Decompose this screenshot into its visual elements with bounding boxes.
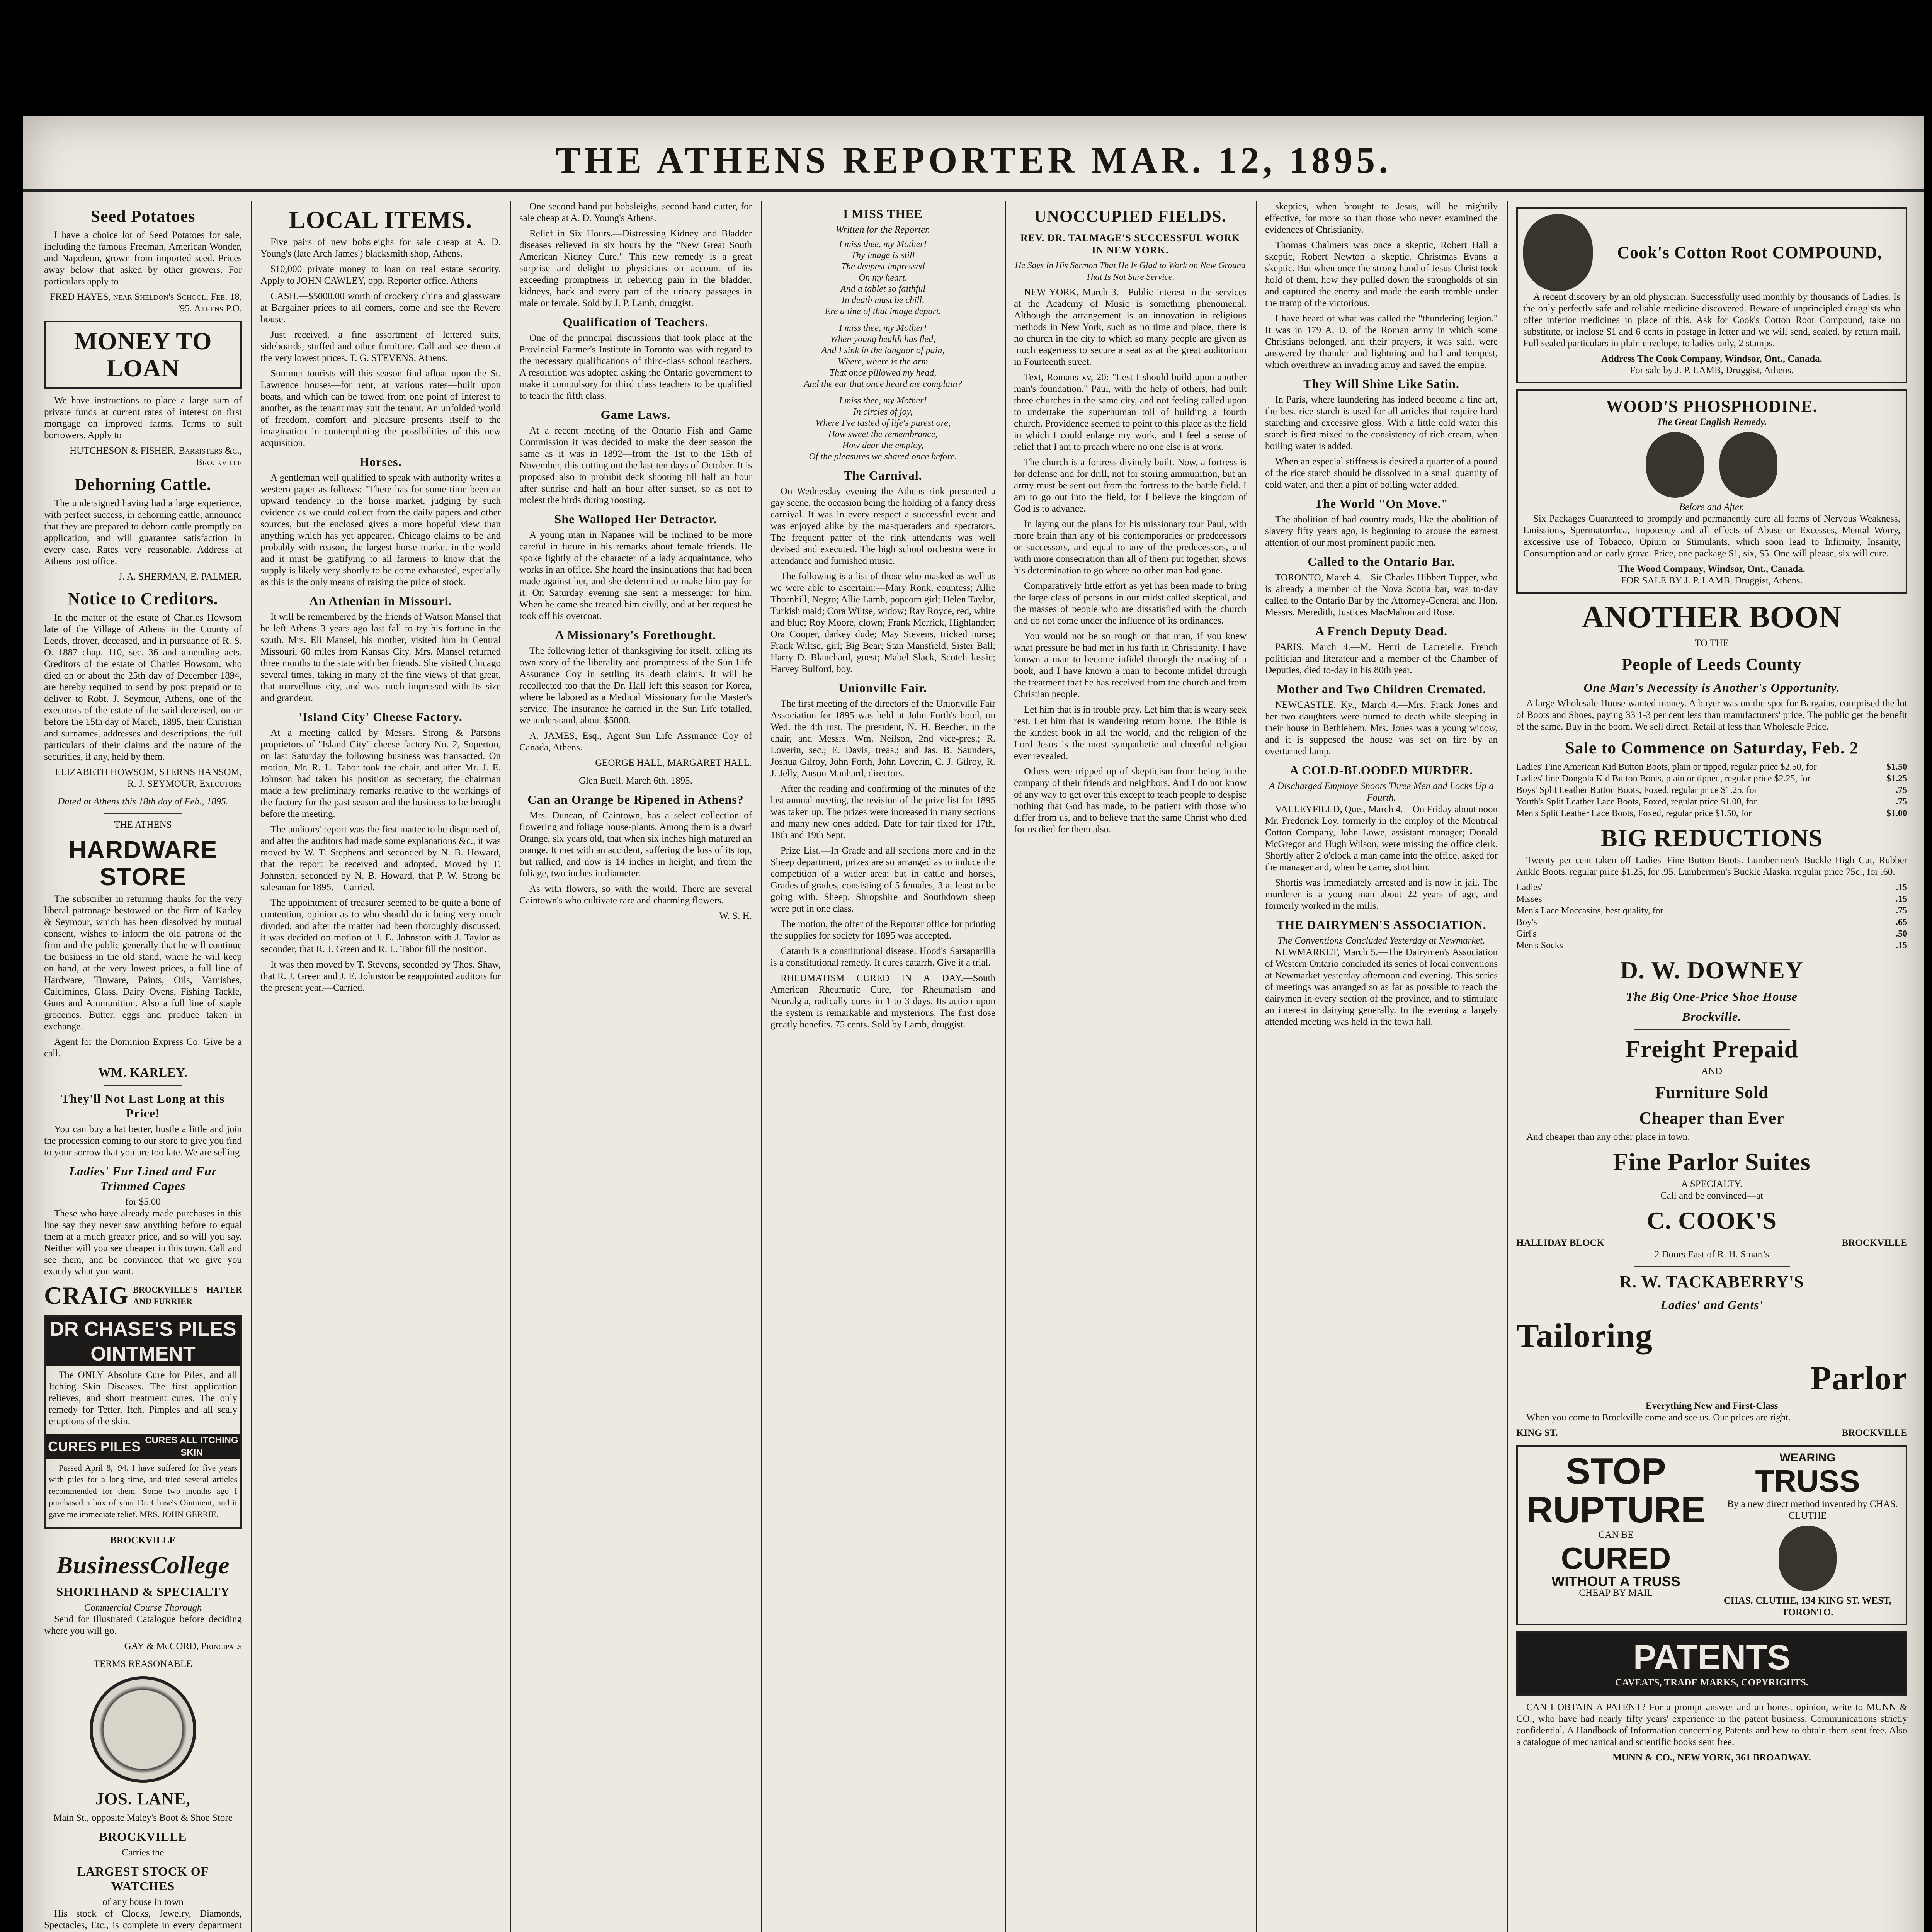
before-after-illustration (1523, 432, 1900, 498)
hardware-pre: THE ATHENS (114, 820, 172, 830)
detractor-body: A young man in Napanee will be inclined to be more careful in future in his remarks about female friends. He spoke lightly of the character of a lady acquaintance, who works in an office. She heard the insinuations that had been made against her, and she determined to make him pay for it. On Saturday evening she sent a messenger for him. When he came she treated him civilly, and at her request he took off his overcoat. (519, 530, 752, 621)
reduction-item: Ladies' (1516, 883, 1543, 893)
parlor-call: Call and be convinced—at (1660, 1190, 1763, 1201)
cheese-body: It was then moved by T. Stevens, seconded by Thos. Shaw, that R. J. Green and J. E. Johnston be reappointed auditors for the present year.—Carried. (260, 959, 501, 993)
poem-stanza: I miss thee, my Mother! Thy image is still The deepest impressed On my heart. And a tablet so faithful In death must be chill, Ere a line of that image depart. (825, 239, 941, 316)
orange-body: Mrs. Duncan, of Caintown, has a select collection of flowering and foliage house-plants. Among them is a dwarf Orange, six years old, that when six inches high matured an orange. It met with an accident, suffering the loss of its top, but rallied, and now is 14 inches in height, and from the foliage, two inches in diameter. (519, 810, 752, 879)
wood-subheading: The Great English Remedy. (1656, 417, 1767, 427)
column-5 (1009, 201, 1252, 1932)
tackaberry-location (1516, 1427, 1907, 1439)
sermon-body: NEW YORK, March 3.—Public interest in the services at the Academy of Music is something phenomenal. Although the arrangement is an innovation in religious methods in New York, such as no time and place, there is no church in the city to which so many people are given as much eagerness to secure a seat as at the great auditorium in Fourteenth street. (1014, 287, 1247, 367)
dehorn-signature: J. A. SHERMAN, E. PALMER. (118, 571, 242, 582)
column-3 (514, 201, 757, 1932)
truss-address: CHAS. CLUTHE, 134 KING ST. WEST, TORONTO. (1723, 1595, 1892, 1617)
cook-store-location (1516, 1237, 1907, 1249)
sermon-body: Comparatively little effort as yet has been made to bring the large class of persons in our midst called skeptical, and the masses of people who are dissatisfied with the church and do not come under the influence of its ordinances. (1014, 581, 1247, 626)
deputy-heading: A French Deputy Dead. (1315, 624, 1448, 638)
truss-cured: CURED (1561, 1541, 1671, 1575)
reduction-price: .65 (1896, 917, 1907, 927)
freight-body: And cheaper than any other place in town. (1526, 1132, 1690, 1142)
patents-heading: PATENTS (1633, 1638, 1791, 1677)
freight-cheaper: Cheaper than Ever (1639, 1109, 1784, 1128)
truss-word: TRUSS (1755, 1464, 1860, 1498)
furs-price: for $5.00 (125, 1197, 161, 1207)
boon-motto: One Man's Necessity is Another's Opportunity. (1583, 680, 1840, 694)
downey-name: D. W. DOWNEY (1620, 956, 1804, 984)
money-ad (44, 321, 242, 389)
freight-and: AND (1701, 1066, 1723, 1077)
missouri-body: It will be remembered by the friends of Watson Mansel that he left Athens 3 years ago last fall to try his fortune in the south. Mrs. Eli Mansel, his mother, visited him in Central Missouri, 60 miles from Kansas City. Mrs. Mansel returned three months to the state with her friends. She visited Chicago several times, taking in many of the fine views of that great, that marvellous city, and was much impressed with its size and grandeur. (260, 612, 501, 703)
man-portrait-icon (1719, 432, 1777, 498)
column-rule (1507, 201, 1508, 1932)
boon-heading: ANOTHER BOON (1582, 600, 1842, 634)
sermon-continued: Thomas Chalmers was once a skeptic, Robert Hall a skeptic, Robert Newton a skeptic, Christmas Evans a skeptic. But when once the strong hand of Jesus Christ took hold of them, how they pulled down the strongholds of sin and captured the enemy and made the earth tremble under the tramp of the victorious. (1265, 240, 1498, 308)
unionville-body: Prize List.—In Grade and all sections more and in the Sheep department, prizes are so arranged as to induce the competition of a wider area; but in cattle and horses, Grades of grades, consisting of 5 females, 3 at least to be going with. Sheep, Shropshire and Southdown sheep were put in one class. (770, 845, 995, 914)
seed-body: I have a choice lot of Seed Potatoes for sale, including the famous Freeman, American Wonder, and Napoleon, grown from imported seed. Prices away below that asked by other growers. For particulars apply to (44, 230, 242, 287)
parlor-word: Parlor (1810, 1360, 1907, 1397)
cremated-body: NEWCASTLE, Ky., March 4.—Mrs. Frank Jones and her two daughters were burned to death while sleeping in their house in Bethlehem. Mrs. Jones was a young widow, and it is supposed the house was set on fire by an overturned lamp. (1265, 700, 1498, 757)
man-portrait-icon (1779, 1526, 1837, 1591)
cook-body: A recent discovery by an old physician. Successfully used monthly by thousands of Ladies. Is the only perfectly safe and reliable medicine discovered. Beware of unprincipled druggists who offer inferior medicines in place of this. Ask for Cook's Cotton Root Compound, take no substitute, or inclose $1 and 6 cents in postage in letter and we will send, sealed, by return mail. Full sealed particulars in plain envelope, to ladies only, 2 stamps. (1523, 292, 1900, 349)
wood-address: The Wood Company, Windsor, Ont., Canada. (1618, 564, 1805, 574)
chase-ad (44, 1315, 242, 1529)
truss-can-be: CAN BE (1598, 1530, 1634, 1540)
column-rule (510, 201, 511, 1932)
murder-body: VALLEYFIELD, Que., March 4.—On Friday about noon Mr. Frederick Loy, formerly in the employ of the Montreal Cotton Company, John Lowe, assistant manager; Donald McGregor and Hugh Wilson, were missing the office clerk. Shortly after 2 o'clock a man came into the office, asked for the manager and, when he came, shot him. (1265, 804, 1498, 872)
local-item: One second-hand put bobsleighs, second-hand cutter, for sale cheap at A. D. Young's Athens. (519, 201, 752, 223)
creditors-signature: ELIZABETH HOWSOM, STERNS HANSOM, R. J. SEYMOUR, Executors (54, 767, 242, 789)
truss-right (1715, 1452, 1900, 1618)
divider (1634, 1266, 1790, 1267)
sermon-continued: skeptics, when brought to Jesus, will be mightily effective, for more so than those who never examined the evidences of Christianity. (1265, 201, 1498, 235)
local-item: $10,000 private money to loan on real estate security. Apply to JOHN CAWLEY, opp. Reporter office, Athens (260, 264, 501, 286)
chase-body: The ONLY Absolute Cure for Piles, and all Itching Skin Diseases. The first application relieves, and short treatment cures. The only remedy for Tetter, Itch, Pimples and all scaly eruptions of the skin. (49, 1370, 237, 1427)
local-item: Five pairs of new bobsleighs for sale cheap at A. D. Young's (late Arch James') blacksmith shop, Athens. (260, 237, 501, 259)
college-heading: BusinessCollege (56, 1551, 230, 1579)
cook-address: Address The Cook Company, Windsor, Ont., Canada. (1601, 354, 1822, 364)
patents-address: MUNN & CO., NEW YORK, 361 BROADWAY. (1612, 1752, 1811, 1763)
unionville-body: The first meeting of the directors of the Unionville Fair Association for 1895 was held at John Forth's hotel, on Wed. the 4th inst. The president, N. H. Beecher, in the chair, and Messrs. Wm. Neilson, 2nd vice-pres.; R. Loverin, sec.; E. Davis, treas.; and Jas. B. Saunders, Joshua Gilroy, John Forth, John Loverin, C. J. Gilroy, R. J. Jelly, Anson Manhard, directors. (770, 699, 995, 779)
cook-store-city: BROCKVILLE (1842, 1238, 1907, 1248)
orange-signature: W. S. H. (719, 911, 752, 921)
lane-any: of any house in town (102, 1897, 184, 1907)
column-6 (1260, 201, 1503, 1932)
starch-body: In Paris, where laundering has indeed become a fine art, the best rice starch is used for all articles that require hard starching and excessive gloss. With a little cold water this starch is first mixed to the consistency of rich cream, when boiling water is added. (1265, 395, 1498, 451)
carnival-heading: The Carnival. (844, 468, 922, 482)
craig-name: CRAIG (44, 1282, 129, 1309)
divider (1634, 1029, 1790, 1030)
creditors-body: In the matter of the estate of Charles Howsom late of the Village of Athens in the County of Leeds, drover, deceased, and in pursuance of R. S. O. 1887 chap. 110, sec. 36 and amending acts. Creditors of the estate of Charles Howsom, who died on or about the 25th day of December 1894, are hereby required to send by post prepaid or to deliver to Robt. J. Seymour, Athens, one of the executors of the estate of the said deceased, on or before the 15th day of March, 1895, their Christian and surnames, addresses and descriptions, the full particulars of their claims and the nature of the securities, if any, held by them. (44, 612, 242, 762)
sale-heading: Sale to Commence on Saturday, Feb. 2 (1565, 738, 1859, 757)
sale-price: .75 (1896, 797, 1907, 807)
hardware-heading: HARDWARE STORE (68, 836, 218, 891)
sale-item: Youth's Split Leather Lace Boots, Foxed, regular price $1.00, for (1516, 797, 1757, 807)
column-2 (255, 201, 506, 1932)
divider (104, 813, 183, 814)
parlor-heading: Fine Parlor Suites (1613, 1148, 1811, 1175)
truss-stop: STOP (1566, 1451, 1666, 1492)
newspaper-page (23, 116, 1924, 1932)
tackaberry-name: R. W. TACKABERRY'S (1619, 1272, 1804, 1291)
furs-body: You can buy a hat better, hustle a little and join the procession coming to our store to give you find to your sorrow that you are too late. We are selling (44, 1124, 242, 1158)
chase-testimonial: Passed April 8, '94. I have suffered for five years with piles for a long time, and tried several articles recommended for them. Some two months ago I purchased a box of your Dr. Chase's Ointment, and it gave me immediate relief. MRS. JOHN GERRIE. (49, 1463, 237, 1519)
furs-heading: They'll Not Last Long at this Price! (61, 1092, 225, 1120)
missouri-heading: An Athenian in Missouri. (309, 594, 452, 608)
creditors-date: Dated at Athens this 18th day of Feb., 1895. (58, 796, 228, 807)
tackaberry-call: When you come to Brockville come and see us. Our prices are right. (1526, 1412, 1791, 1423)
cook-heading: Cook's Cotton Root COMPOUND, (1617, 243, 1882, 262)
masthead (23, 131, 1924, 192)
sermon-continued: I have heard of what was called the "thundering legion." It was in 179 A. D. of the Roman army in which some Christians belonged, and their prayers, it was said, were answered by thunder and lightning and hail and tempest, which overthrew an invading army and saved the empire. (1265, 313, 1498, 370)
murder-body: Shortis was immediately arrested and is now in jail. The murderer is a young man about 22 years of age, and formerly worked in the mills. (1265, 878, 1498, 911)
reduction-row (1516, 940, 1907, 951)
tailoring-heading: Tailoring (1516, 1317, 1653, 1355)
missionary-date: Glen Buell, March 6th, 1895. (579, 776, 692, 786)
sale-item: Men's Split Leather Lace Boots, Foxed, regular price $1.50, for (1516, 808, 1752, 818)
cheese-body: At a meeting called by Messrs. Strong & Parsons proprietors of "Island City" cheese factory No. 2, Soperton, on last Saturday the following business was transacted. On motion, Mr. R. L. Tabor took the chair, and after Mr. J. E. Johnson had taken his position as secretary, the chairman made a few preliminary remarks relative to the workings of the factory for the past season and the business to be brought before the meeting. (260, 728, 501, 819)
tackaberry-body: Everything New and First-Class (1645, 1401, 1778, 1411)
truss-without: WITHOUT A TRUSS (1551, 1573, 1680, 1589)
sale-price: $1.25 (1886, 774, 1907, 784)
cheese-body: The auditors' report was the first matter to be dispensed of, and after the auditors had made some explanations &c., it was moved by W. T. Stephens and seconded by N. B. Howard, that the report be received and adopted. Moved by F. Johnston, seconded by N. B. Howard, that P. W. Strong be salesman for 1895.—Carried. (260, 824, 501, 893)
catarrh-item: Catarrh is a constitutional disease. Hood's Sarsaparilla is a constitutional remedy. It cures catarrh. Give it a trial. (770, 946, 995, 968)
murder-subheading: A Discharged Employe Shoots Three Men and Locks Up a Fourth. (1269, 781, 1494, 803)
lane-city: BROCKVILLE (99, 1830, 187, 1844)
deputy-body: PARIS, March 4.—M. Henri de Lacretelle, French politician and literateur and a member of the Chamber of Deputies, died to-day in his 80th year. (1265, 642, 1498, 675)
craig-ad (44, 1282, 242, 1309)
reduction-row (1516, 928, 1907, 940)
wood-before-after: Before and After. (1679, 502, 1745, 512)
sale-row (1516, 761, 1907, 773)
money-heading: MONEY TO LOAN (74, 327, 212, 382)
starch-heading: They Will Shine Like Satin. (1303, 377, 1459, 391)
cook-store-name: C. COOK'S (1646, 1207, 1777, 1234)
dairymen-heading: THE DAIRYMEN'S ASSOCIATION. (1276, 918, 1486, 932)
sale-item: Boys' Split Leather Button Boots, Foxed, regular price $1.25, for (1516, 785, 1757, 795)
sermon-body: Text, Romans xv, 20: "Lest I should build upon another man's foundation." Paul, with the help of others, had built three churches in the same city, and not feeling called upon to undertake the superhuman toil of building a fourth church. Providence seemed to point to this place as the field in which I could enlarge my work, and I feel a sense of relief that I am to preach where no one else is at work. (1014, 372, 1247, 452)
local-item: CASH.—$5000.00 worth of crockery china and glassware at Bargainer prices to all comers, come and see the Revere house. (260, 291, 501, 325)
lane-largest: LARGEST STOCK OF WATCHES (77, 1864, 209, 1893)
horses-heading: Horses. (359, 455, 402, 469)
downey-city: Brockville. (1682, 1010, 1742, 1024)
reduction-price: .75 (1896, 906, 1907, 916)
college-city: BROCKVILLE (110, 1535, 176, 1546)
column-1 (39, 201, 247, 1932)
truss-ad (1516, 1445, 1907, 1625)
column-rule (1256, 201, 1257, 1932)
orange-body: As with flowers, so with the world. There are several Caintown's who cultivate rare and charming flowers. (519, 884, 752, 906)
column-rule (1005, 201, 1006, 1932)
missionary-signature: GEORGE HALL, MARGARET HALL. (595, 758, 752, 768)
cook-ad (1516, 207, 1907, 383)
rheumatism-item: RHEUMATISM CURED IN A DAY.—South American Rheumatic Cure, for Rheumatism and Neuralgia, radically cures in 1 to 3 days. Its action upon the system is remarkable and mysterious. The first dose greatly benefits. 75 cents. Sold by Lamb, druggist. (770, 973, 995, 1030)
downey-tagline: The Big One-Price Shoe House (1626, 990, 1798, 1003)
furs-item: Ladies' Fur Lined and Fur Trimmed Capes (69, 1164, 217, 1193)
poem-title: I MISS THEE (843, 207, 923, 221)
tackaberry-sub: Ladies' and Gents' (1660, 1298, 1763, 1312)
missionary-address: A. JAMES, Esq., Agent Sun Life Assurance Coy of Canada, Athens. (519, 731, 752, 753)
cook-store-block: HALLIDAY BLOCK (1516, 1238, 1605, 1248)
sermon-body: In laying out the plans for his missionary tour Paul, with more brain than any of his contemporaries or predecessors or successors, and equal to any of the predecessors, and with more consecration than all of them put together, shows his determination to go where no other man had gone. (1014, 519, 1247, 576)
local-item: Summer tourists will this season find afloat upon the St. Lawrence houses—for rent, at various rates—built upon boats, and which can be towed from one point of interest to another, as the tenant may suit the tenant. An unfolded world of freedom, comfort and pleasure presents itself to the imagination in contemplating the possibilities of this new acquisition. (260, 368, 501, 448)
cook-ad-header (1523, 214, 1900, 291)
boon-body: A large Wholesale House wanted money. A buyer was on the spot for Bargains, comprised the lot of Boots and Shoes, paying 33 1-3 per cent less than manufacturers' price. The public get the benefit of the same. Buy in the boom. We sell direct. Retail at less than Wholesale Price. (1516, 698, 1907, 732)
sermon-body: Let him that is in trouble pray. Let him that is weary seek rest. Let him that is wandering return home. The Bible is the kindest book in all the world, and the religion of the Lord Jesus is the most sympathetic and cheerful religion ever revealed. (1014, 704, 1247, 761)
dairymen-subheading: The Conventions Concluded Yesterday at Newmarket. (1277, 935, 1485, 946)
college-signature: GAY & McCORD, Principals (124, 1641, 242, 1651)
sale-row (1516, 796, 1907, 808)
wood-ad (1516, 389, 1907, 594)
dairymen-body: NEWMARKET, March 5.—The Dairymen's Association of Western Ontario concluded its series of local conventions at Newmarket yesterday afternoon and evening. This series of meetings was arranged so as far as possible to reach the dairymen in every section of the province, and to stimulate an interest in dairying generally. In the evening a largely attended meeting was held in the town hall. (1265, 947, 1498, 1027)
poem-stanza: I miss thee, my Mother! In circles of joy, Where I've tasted of life's purest ore, How sweet the remembrance, How dear the employ, Of the pleasures we shared once before. (809, 396, 957, 462)
boon-people: People of Leeds County (1622, 655, 1802, 674)
reduction-price: .50 (1896, 929, 1907, 939)
reduction-item: Boy's (1516, 917, 1537, 927)
sale-price: $1.50 (1886, 762, 1907, 772)
lane-name: JOS. LANE, (95, 1789, 190, 1808)
local-item: Just received, a fine assortment of lettered suits, sideboards, stuffed and other furniture. Call and see them at the very lowest prices. T. G. STEVENS, Athens. (260, 330, 501, 363)
teachers-body: One of the principal discussions that took place at the Provincial Farmer's Institute in Toronto was with regard to the necessary qualifications of third-class school teachers. A resolution was adopted asking the Ontario government to make it compulsory for third class teachers to be qualified to teach the fifth class. (519, 333, 752, 401)
teachers-heading: Qualification of Teachers. (563, 315, 709, 329)
sale-price: $1.00 (1886, 808, 1907, 818)
sermon-body: Others were tripped up of skepticism from being in the company of their friends and neighbors. And I do not know of any way to get over this except to teach people to despise nothing that God has made, to be patient with those who differ from us, and to believe that the same Christ who died for us died for them also. (1014, 766, 1247, 835)
reductions-body: Twenty per cent taken off Ladies' Fine Button Boots. Lumbermen's Buckle High Cut, Rubber Ankle Boots, regular price $1.25, for .95. Lumbermen's Buckle Alaska, regular price 75c., for .60. (1516, 855, 1907, 877)
patents-body: CAN I OBTAIN A PATENT? For a prompt answer and an honest opinion, write to MUNN & CO., who have had nearly fifty years' experience in the patent business. Communications strictly confidential. A Handbook of Information concerning Patents and how to obtain them sent free. Also a catalogue of mechanical and scientific books sent free. (1516, 1702, 1907, 1747)
parlor-specialty: A SPECIALTY. (1681, 1179, 1743, 1189)
divider (104, 1085, 183, 1086)
wood-heading: WOOD'S PHOSPHODINE. (1606, 397, 1818, 416)
seed-heading: Seed Potatoes (90, 207, 196, 226)
tackaberry-street: KING ST. (1516, 1428, 1558, 1438)
boon-to: TO THE (1695, 638, 1729, 648)
college-body: Send for Illustrated Catalogue before deciding where you will go. (44, 1614, 242, 1636)
lane-body: His stock of Clocks, Jewelry, Diamonds, Spectacles, Etc., is complete in every department (44, 1908, 242, 1930)
sale-item: Ladies' fine Dongola Kid Button Boots, plain or tipped, regular price $2.25, for (1516, 774, 1811, 784)
reduction-row (1516, 882, 1907, 893)
sale-row (1516, 773, 1907, 784)
hardware-signature: WM. KARLEY. (98, 1065, 188, 1079)
creditors-heading: Notice to Creditors. (68, 589, 218, 608)
money-body: We have instructions to place a large sum of private funds at current rates of interest on first mortgage on improved farms. Terms to suit borrowers. Apply to (44, 395, 242, 440)
missionary-body: The following letter of thanksgiving for itself, telling its own story of the liberality and promptness of the Sun Life Assurance Coy in settling its death claims. It will be recollected too that the Dr. Hall left this season for Korea, where he labored as a Medical Missionary for the Master's service. The insurance he carried in the Sun Life totalled, we understand, about $5000. (519, 646, 752, 726)
dehorn-heading: Dehorning Cattle. (74, 475, 212, 494)
college-terms: TERMS REASONABLE (94, 1659, 192, 1669)
poem-stanza: I miss thee, my Mother! When young health has fled, And I sink in the languor of pain, Where, where is the arm That once pillowed my head, And the ear that once heard me complain? (804, 323, 962, 389)
craig-tagline: BROCKVILLE'S HATTER AND FURRIER (133, 1285, 242, 1306)
reduction-item: Men's Lace Moccasins, best quality, for (1516, 906, 1663, 916)
truss-left (1523, 1452, 1709, 1618)
furs-body-2: These who have already made purchases in this line say they never saw anything before to equal them at a much greater price, and so will you say. Neither will you see cheaper in this town. Call and see them, and be convinced that we give you exactly what you want. (44, 1208, 242, 1277)
truss-rupture: RUPTURE (1526, 1489, 1706, 1531)
hardware-body: The subscriber in returning thanks for the very liberal patronage bestowed on the firm of Karley & Seymour, which has been dissolved by mutual consent, wishes to inform the old patrons of the firm and the public generally that he will continue the business in the old stand, where he will keep on hand, at the very lowest prices, a full line of Hardware, Tinware, Paints, Oils, Varnishes, Calcimines, Glass, Dairy Ovens, Fishing Tackle, Guns and Ammunition. Also a full line of staple groceries. Butter, eggs and produce taken in exchange. (44, 894, 242, 1032)
sermon-body: The church is a fortress divinely built. Now, a fortress is for defense and for drill, not for storing ammunition, but an army must be sent out from the fortress to the battle field. I am to go out into the field, for I believe the kingdom of God is to advance. (1014, 457, 1247, 514)
detractor-heading: She Walloped Her Detractor. (554, 512, 717, 526)
game-body: At a recent meeting of the Ontario Fish and Game Commission it was decided to make the deer season the same as it was in 1892—from the 1st to the 15th of November, this cutting out the last ten days of October. It is proposed also to prohibit deck shooting till half an hour after sunrise and half an hour after sunset, so as not to molest the birds during roosting. (519, 425, 752, 505)
roads-heading: The World "On Move." (1314, 497, 1449, 510)
college-subheading: SHORTHAND & SPECIALTY (56, 1585, 230, 1599)
murder-heading: A COLD-BLOODED MURDER. (1289, 763, 1473, 777)
column-4 (765, 201, 1001, 1932)
chase-cures-piles: CURES PILES (46, 1434, 143, 1459)
reduction-item: Misses' (1516, 894, 1544, 904)
cheese-body: The appointment of treasurer seemed to be quite a bone of contention, opinion as to who should do it being very much divided, and after the matter had been thoroughly discussed, it was decided on motion of J. E. Johnston with J. Taylor as seconder, that R. J. Green and R. L. Tabor fill the position. (260, 898, 501, 954)
cheese-heading: 'Island City' Cheese Factory. (299, 710, 463, 724)
reduction-item: Men's Socks (1516, 940, 1563, 951)
sale-item: Ladies' Fine American Kid Button Boots, plain or tipped, regular price $2.50, for (1516, 762, 1817, 772)
reduction-item: Girl's (1516, 929, 1537, 939)
cremated-heading: Mother and Two Children Cremated. (1276, 682, 1486, 696)
column-7-ads (1511, 201, 1913, 1932)
lane-address: Main St., opposite Maley's Boot & Shoe Store (53, 1813, 233, 1823)
unionville-body: After the reading and confirming of the minutes of the last annual meeting, the revision of the prize list for 1895 was taken up. The prizes were increased in many sections and many new ones added. Date for fair fixed for 17th, 18th and 19th Sept. (770, 784, 995, 840)
chase-cures-row (46, 1434, 240, 1459)
chase-heading: DR CHASE'S PILES OINTMENT (46, 1317, 240, 1366)
chase-cures-skin: CURES ALL ITCHING SKIN (143, 1434, 240, 1459)
unionville-heading: Unionville Fair. (838, 681, 927, 695)
poem-subtitle: Written for the Reporter. (835, 224, 930, 235)
reduction-price: .15 (1896, 940, 1907, 951)
bar-heading: Called to the Ontario Bar. (1308, 554, 1455, 568)
reductions-heading: BIG REDUCTIONS (1600, 824, 1823, 852)
hardware-agent: Agent for the Dominion Express Co. Give be a call. (44, 1037, 242, 1059)
bar-body: TORONTO, March 4.—Sir Charles Hibbert Tupper, who is already a member of the Nova Scotia bar, was to-day called to the Ontario Bar by the Attorney-General and Hon. Messrs. Meredith, Justices MacMahon and Rose. (1265, 572, 1498, 617)
column-rule (761, 201, 762, 1932)
missionary-heading: A Missionary's Forethought. (555, 628, 716, 642)
truss-cheap: CHEAP BY MAIL (1579, 1588, 1653, 1598)
game-heading: Game Laws. (600, 408, 671, 422)
watch-illustration (90, 1676, 196, 1783)
freight-heading: Freight Prepaid (1625, 1035, 1799, 1063)
reduction-row (1516, 917, 1907, 928)
unionville-body: The motion, the offer of the Reporter office for printing the supplies for society for 1895 was accepted. (770, 919, 995, 941)
lane-carries: Carries the (122, 1847, 164, 1858)
woman-portrait-icon (1523, 214, 1593, 291)
cook-sold: For sale by J. P. LAMB, Druggist, Athens. (1630, 365, 1794, 376)
sale-list (1516, 761, 1907, 819)
local-item: Relief in Six Hours.—Distressing Kidney and Bladder diseases relieved in six hours by the "New Great South American Kidney Cure." This new remedy is a great surprise and delight to physicians on account of its exceeding promptness in relieving pain in the bladder, kidneys, back and every part of the urinary passages in male or female. Sold by J. P. Lamb, druggist. (519, 228, 752, 308)
reduction-price: .15 (1896, 883, 1907, 893)
reduction-row (1516, 905, 1907, 917)
seed-signature: FRED HAYES, near Sheldon's School, Feb. 18, '95. Athens P.O. (50, 292, 242, 314)
truss-body: By a new direct method invented by CHAS. CLUTHE (1727, 1499, 1898, 1521)
wood-sold: FOR SALE BY J. P. LAMB, Druggist, Athens. (1621, 575, 1803, 586)
orange-heading: Can an Orange be Ripened in Athens? (527, 793, 744, 806)
sermon-subheading: REV. DR. TALMAGE'S SUCCESSFUL WORK IN NEW YORK. (1020, 232, 1240, 256)
sale-row (1516, 784, 1907, 796)
roads-body: The abolition of bad country roads, like the abolition of slavery fifty years ago, is beginning to arouse the earnest attention of our most prominent public men. (1265, 514, 1498, 548)
truss-wearing: WEARING (1779, 1451, 1836, 1464)
starch-body: When an especial stiffness is desired a quarter of a pound of the rice starch should be dissolved in a small quantity of cold water, and then a pint of boiling water added. (1265, 456, 1498, 490)
wood-body: Six Packages Guaranteed to promptly and permanently cure all forms of Nervous Weakness, Emissions, Spermatorrhea, Impotency and all effects of Abuse or Excesses, Mental Worry, excessive use of Tobacco, Opium or Stimulants, which soon lead to Infirmity, Insanity, Consumption and an early grave. Price, one package $1, six, $5. One will please, six will cure. (1523, 514, 1900, 559)
reductions-list (1516, 882, 1907, 951)
horses-body: A gentleman well qualified to speak with authority writes a western paper as follows: "There has for some time been an upward tendency in the horse market, judging by such evidence as we could collect from the daily papers and other sources, but the enclosed gives a more hopeful view than anything which has yet appeared. Chicago claims to be and probably with reason, the largest horse market in the world and it must be gratifying to all farmers to know that the supply is likely very shortly to be come exhausted, especially as this is the only means of raising the price of stock. (260, 473, 501, 587)
carnival-body: On Wednesday evening the Athens rink presented a gay scene, the occasion being the holding of a fancy dress carnival. It was in every respect a successful event and was enjoyed alike by the masqueraders and spectators. The frequent patter of the rink attendants was well devised and executed. The high school orchestra were in attendance and furnished music. (770, 486, 995, 566)
sermon-body: You would not be so rough on that man, if you knew what pressure he had met in his faith in Christianity. I have known a man to become infidel through the reading of a book, and I have known a man to become infidel through the treatment that he has received from the church and from Christian people. (1014, 631, 1247, 699)
man-portrait-icon (1646, 432, 1704, 498)
dehorn-body: The undersigned having had a large experience, with perfect success, in dehorning cattle, announce that they are prepared to dehorn cattle promptly on application, and will guarantee satisfaction in every case. Rates very reasonable. Address at Athens post office. (44, 498, 242, 566)
sale-price: .75 (1896, 785, 1907, 795)
carnival-body: The following is a list of those who masked as well as we were able to ascertain:—Mary Ronk, countess; Allie Thornhill, Negro; Allie Lamb, popcorn girl; Helen Taylor, Turkish maid; Cora Wiltse, widow; Ray Royce, red, white and blue; Roy Moore, clown; Frank Merrick, Highlander; Ora Cooper, darkey dude; May Stevens, tricked nurse; Frank Wiltse, girl; Big Bear; Stan Mansfield, Sister Ball; Harry D. Blanchard, guest; Mabel Slack, Scotch lassie; Harvey Bulford, boy. (770, 571, 995, 674)
patents-subheading: CAVEATS, TRADE MARKS, COPYRIGHTS. (1615, 1677, 1809, 1688)
sale-row (1516, 808, 1907, 819)
local-items-heading: LOCAL ITEMS. (289, 206, 473, 233)
sermon-heading: UNOCCUPIED FIELDS. (1034, 207, 1226, 226)
college-course: Commercial Course Thorough (84, 1602, 202, 1613)
freight-subheading: Furniture Sold (1655, 1083, 1769, 1102)
tackaberry-city: BROCKVILLE (1842, 1428, 1907, 1438)
reduction-price: .15 (1896, 894, 1907, 904)
page-title: THE ATHENS REPORTER MAR. 12, 1895. (555, 139, 1392, 181)
reduction-row (1516, 893, 1907, 905)
column-rule (251, 201, 252, 1932)
cook-store-address: 2 Doors East of R. H. Smart's (1654, 1249, 1769, 1260)
money-signature: HUTCHESON & FISHER, Barristers &c., Brockville (70, 446, 242, 468)
patents-ad (1516, 1631, 1907, 1696)
sermon-summary: He Says In His Sermon That He Is Glad to Work on New Ground That Is Not Sure Service. (1015, 260, 1246, 282)
